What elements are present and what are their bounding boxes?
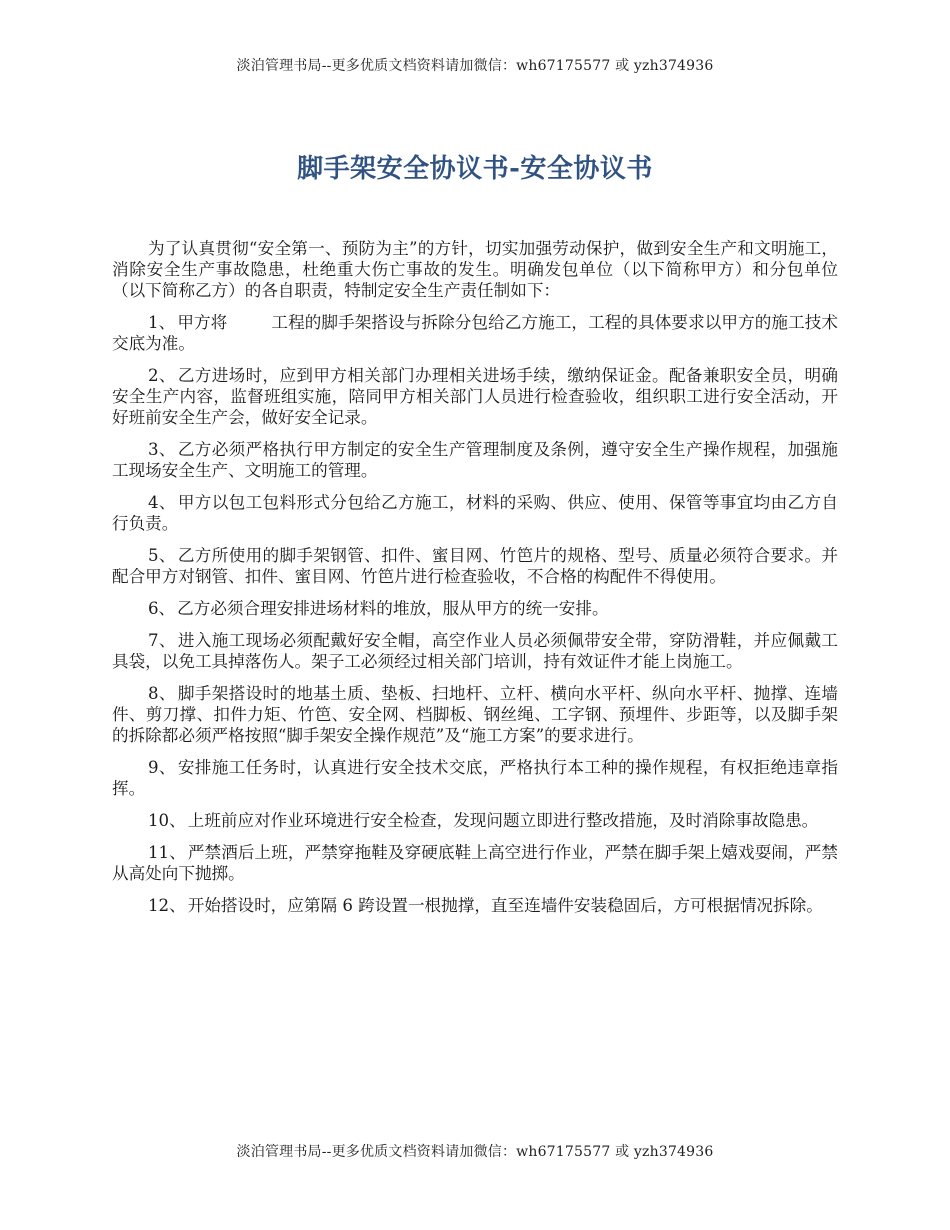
clause-text: 乙方必须严格执行甲方制定的安全生产管理制度及条例，遵守安全生产操作规程，加强施工现场安全生产、文明施工的管理。 (112, 440, 839, 480)
clause-1 (112, 312, 838, 354)
clause-text: 乙方所使用的脚手架钢管、扣件、蜜目网、竹笆片的规格、型号、质量必须符合要求。并配合甲方对钢管、扣件、蜜目网、竹笆片进行检查验收，不合格的构配件不得使用。 (112, 546, 839, 586)
clause-3 (112, 439, 838, 481)
clause-12 (112, 895, 838, 916)
clause-text: 开始搭设时，应第隔 6 跨设置一根抛撑，直至连墙件安装稳固后，方可根据情况拆除。 (187, 896, 823, 915)
clause-number: 9、 (148, 758, 176, 777)
clause-number: 8、 (148, 684, 176, 703)
clause-number: 2、 (148, 366, 176, 385)
clause-number: 3、 (148, 440, 176, 459)
clause-8 (112, 683, 838, 746)
clause-5 (112, 545, 838, 587)
clause-number: 11、 (148, 843, 186, 862)
clause-text: 甲方以包工包料形式分包给乙方施工，材料的采购、供应、使用、保管等事宜均由乙方自行负责。 (112, 493, 839, 533)
clause-text-after: 工程的脚手架搭设与拆除分包给乙方施工，工程的具体要求以甲方的施工技术交底为准。 (112, 313, 839, 353)
clause-text: 脚手架搭设时的地基土质、垫板、扫地杆、立杆、横向水平杆、纵向水平杆、抛撑、连墙件、剪刀撑、扣件力矩、竹笆、安全网、档脚板、钢丝绳、工字钢、预埋件、步距等，以及脚手架的拆除都必须严格按照“脚手架安全操作规范”及“施工方案”的要求进行。 (112, 684, 839, 745)
clause-number: 4、 (148, 493, 176, 512)
clause-6 (112, 598, 838, 619)
clause-number: 6、 (148, 599, 176, 618)
clause-text: 严禁酒后上班，严禁穿拖鞋及穿硬底鞋上高空进行作业，严禁在脚手架上嬉戏耍闹，严禁从高处向下抛掷。 (112, 843, 838, 883)
clause-7 (112, 630, 838, 672)
clause-4 (112, 492, 838, 534)
clause-number: 10、 (148, 811, 186, 830)
page-header: 淡泊管理书局--更多优质文档资料请加微信：wh67175577 或 yzh374936 (236, 58, 714, 74)
clause-text: 乙方必须合理安排进场材料的堆放，服从甲方的统一安排。 (177, 599, 609, 618)
document-title: 脚手架安全协议书-安全协议书 (297, 154, 653, 184)
clause-text: 乙方进场时，应到甲方相关部门办理相关进场手续，缴纳保证金。配备兼职安全员，明确安全生产内容，监督班组实施，陪同甲方相关部门人员进行检查验收，组织职工进行安全活动，开好班前安全生产会，做好安全记录。 (112, 366, 839, 427)
clause-number: 1、 (148, 313, 176, 332)
clause-10 (112, 810, 838, 831)
clause-2 (112, 365, 838, 428)
clause-text: 进入施工现场必须配戴好安全帽，高空作业人员必须佩带安全带，穿防滑鞋，并应佩戴工具袋，以免工具掉落伤人。架子工必须经过相关部门培训，持有效证件才能上岗施工。 (112, 631, 839, 671)
clause-number: 7、 (148, 631, 176, 650)
intro-paragraph: 为了认真贯彻“安全第一、预防为主”的方针，切实加强劳动保护，做到安全生产和文明施工，消除安全生产事故隐患，杜绝重大伤亡事故的发生。明确发包单位（以下简称甲方）和分包单位（以下简称乙方）的各自职责，特制定安全生产责任制如下： (112, 239, 838, 300)
clause-text-before: 甲方将 (177, 313, 228, 332)
clause-11 (112, 842, 838, 884)
clause-text: 安排施工任务时，认真进行安全技术交底，严格执行本工种的操作规程，有权拒绝违章指挥。 (112, 758, 839, 798)
page-footer: 淡泊管理书局--更多优质文档资料请加微信：wh67175577 或 yzh374936 (236, 1144, 714, 1160)
clause-number: 5、 (148, 546, 176, 565)
clause-9 (112, 757, 838, 799)
clause-number: 12、 (148, 896, 186, 915)
document-body (112, 238, 838, 927)
clause-text: 上班前应对作业环境进行安全检查，发现问题立即进行整改措施，及时消除事故隐患。 (187, 811, 819, 830)
